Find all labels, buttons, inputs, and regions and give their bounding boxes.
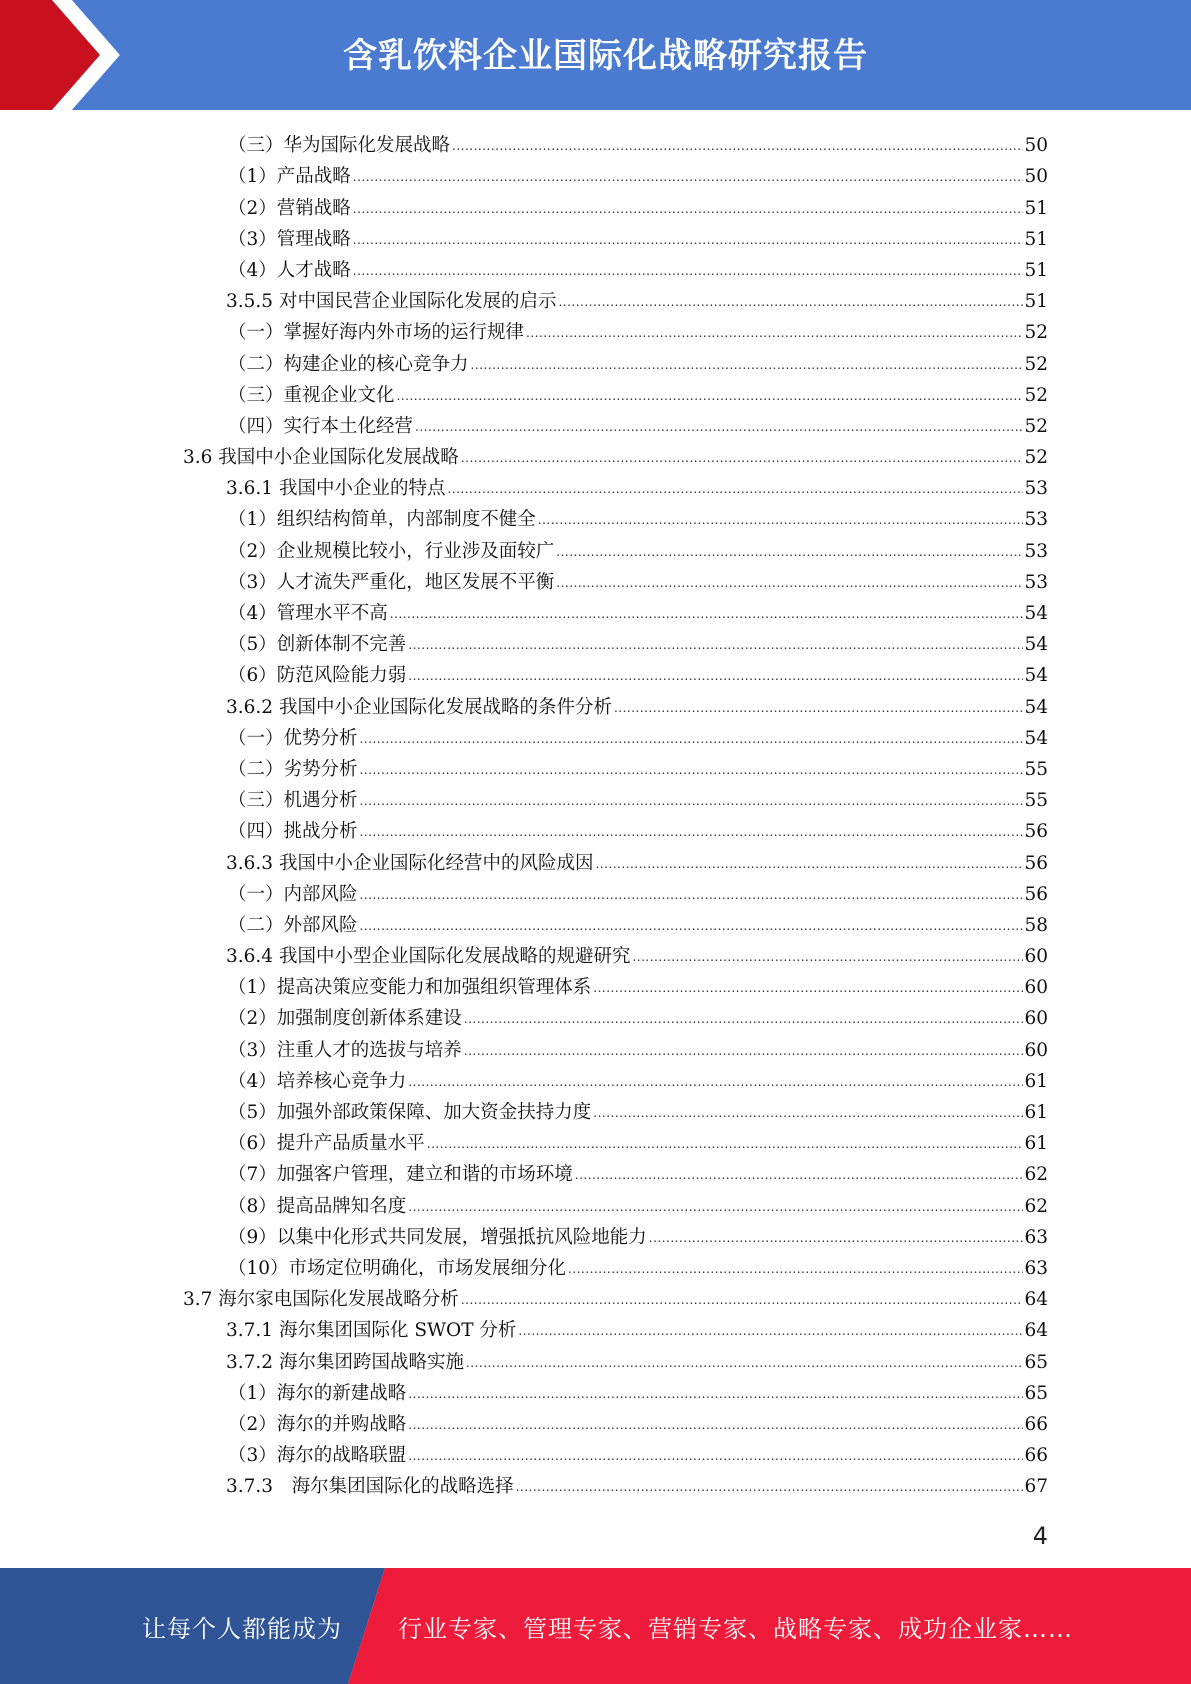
toc-entry-page: 54 <box>1024 727 1048 749</box>
toc-entry-title: （1）组织结构简单，内部制度不健全 <box>228 509 536 531</box>
toc-entry[interactable] <box>0 377 1191 408</box>
toc-entry[interactable] <box>0 314 1191 345</box>
toc-entry-page: 64 <box>1024 1320 1048 1342</box>
toc-dot-leader <box>353 170 1024 184</box>
toc-entry-page: 56 <box>1024 821 1048 843</box>
toc-dot-leader <box>575 1168 1024 1182</box>
toc-entry-page: 56 <box>1024 883 1048 905</box>
toc-dot-leader <box>568 1262 1023 1276</box>
toc-entry-page: 52 <box>1024 322 1048 344</box>
toc-dot-leader <box>408 1387 1023 1401</box>
toc-dot-leader <box>452 139 1023 153</box>
toc-entry-page: 60 <box>1024 977 1048 999</box>
toc-entry-page: 55 <box>1024 758 1048 780</box>
toc-entry-title: （二）构建企业的核心竞争力 <box>228 353 469 375</box>
toc-entry-page: 52 <box>1024 353 1048 375</box>
toc-dot-leader <box>471 358 1024 372</box>
toc-dot-leader <box>516 1480 1024 1494</box>
toc-dot-leader <box>558 295 1023 309</box>
toc-dot-leader <box>353 233 1024 247</box>
toc-dot-leader <box>415 420 1023 434</box>
report-title: 含乳饮料企业国际化战略研究报告 <box>343 35 868 76</box>
toc-entry[interactable] <box>0 720 1191 751</box>
toc-entry-title: （6）防范风险能力弱 <box>228 665 407 687</box>
toc-entry[interactable] <box>0 501 1191 532</box>
toc-entry-title: （二）劣势分析 <box>228 758 358 780</box>
toc-entry-title: （三）华为国际化发展战略 <box>228 135 451 157</box>
toc-entry-page: 60 <box>1024 946 1048 968</box>
toc-entry[interactable] <box>0 1094 1191 1125</box>
toc-entry-title: （8）提高品牌知名度 <box>228 1195 407 1217</box>
toc-entry[interactable] <box>0 626 1191 657</box>
toc-entry-title: （四）实行本土化经营 <box>228 415 414 437</box>
toc-dot-leader <box>556 545 1023 559</box>
toc-entry-page: 62 <box>1024 1195 1048 1217</box>
toc-dot-leader <box>427 1137 1024 1151</box>
toc-dot-leader <box>353 202 1024 216</box>
toc-entry[interactable] <box>0 1281 1191 1312</box>
toc-entry-page: 66 <box>1024 1445 1048 1467</box>
toc-entry[interactable] <box>0 938 1191 969</box>
toc-entry-title: （1）提高决策应变能力和加强组织管理体系 <box>228 977 592 999</box>
toc-entry-title: 3.7.3 海尔集团国际化的战略选择 <box>226 1476 514 1498</box>
toc-dot-leader <box>593 981 1023 995</box>
toc-entry-page: 61 <box>1024 1102 1048 1123</box>
toc-entry[interactable] <box>0 158 1191 189</box>
toc-entry-title: （一）掌握好海内外市场的运行规律 <box>228 322 525 344</box>
toc-dot-leader <box>461 451 1024 465</box>
toc-entry-title: （四）挑战分析 <box>228 821 358 843</box>
header-arrow-decoration <box>0 0 160 110</box>
toc-dot-leader <box>466 1356 1023 1370</box>
toc-entry-page: 51 <box>1024 228 1048 250</box>
toc-entry[interactable] <box>0 844 1191 875</box>
toc-entry-page: 58 <box>1024 914 1048 936</box>
toc-entry[interactable] <box>0 1375 1191 1406</box>
toc-dot-leader <box>464 1012 1024 1026</box>
toc-entry-page: 54 <box>1024 696 1048 718</box>
toc-entry-page: 63 <box>1024 1226 1048 1248</box>
toc-entry-title: （3）注重人才的选拔与培养 <box>228 1039 462 1061</box>
toc-entry[interactable] <box>0 127 1191 158</box>
toc-entry[interactable] <box>0 1063 1191 1094</box>
toc-entry-title: （2）营销战略 <box>228 197 351 219</box>
toc-entry-title: （三）重视企业文化 <box>228 384 395 406</box>
toc-entry-title: （3）管理战略 <box>228 228 351 250</box>
toc-entry[interactable] <box>0 1250 1191 1281</box>
toc-entry-title: （6）提升产品质量水平 <box>228 1133 425 1155</box>
toc-entry-page: 65 <box>1024 1351 1048 1373</box>
toc-entry-title: （4）培养核心竞争力 <box>228 1070 407 1092</box>
footer-slogan-right: 行业专家、管理专家、营销专家、战略专家、成功企业家…… <box>398 1614 1073 1643</box>
toc-entry-page: 55 <box>1024 790 1048 812</box>
toc-entry-title: （10）市场定位明确化，市场发展细分化 <box>228 1257 567 1279</box>
toc-entry-title: 3.6.3 我国中小企业国际化经营中的风险成因 <box>226 852 594 874</box>
toc-entry[interactable] <box>0 1468 1191 1499</box>
toc-entry-title: 3.6.1 我国中小企业的特点 <box>226 478 446 500</box>
toc-entry-title: （一）优势分析 <box>228 727 358 749</box>
toc-dot-leader <box>360 732 1024 746</box>
toc-entry-title: （1）海尔的新建战略 <box>228 1382 407 1404</box>
toc-entry[interactable] <box>0 1031 1191 1062</box>
toc-dot-leader <box>526 326 1023 340</box>
toc-entry-page: 60 <box>1024 1039 1048 1061</box>
toc-entry-page: 66 <box>1024 1413 1048 1435</box>
toc-entry-title: （2）企业规模比较小，行业涉及面较广 <box>228 540 555 562</box>
toc-entry-title: （5）加强外部政策保障、加大资金扶持力度 <box>228 1102 592 1123</box>
toc-entry[interactable] <box>0 439 1191 470</box>
toc-entry-page: 61 <box>1024 1070 1048 1092</box>
toc-entry-page: 65 <box>1024 1382 1048 1404</box>
toc-entry[interactable] <box>0 564 1191 595</box>
toc-dot-leader <box>397 389 1024 403</box>
toc-entry[interactable] <box>0 189 1191 220</box>
toc-entry-title: 3.6.2 我国中小企业国际化发展战略的条件分析 <box>226 696 612 718</box>
toc-entry-page: 56 <box>1024 852 1048 874</box>
toc-entry[interactable] <box>0 1187 1191 1218</box>
toc-entry-page: 61 <box>1024 1133 1048 1155</box>
toc-dot-leader <box>556 576 1023 590</box>
toc-entry[interactable] <box>0 751 1191 782</box>
toc-entry-title: 3.7.1 海尔集团国际化 SWOT 分析 <box>226 1320 517 1342</box>
toc-entry-page: 54 <box>1024 665 1048 687</box>
toc-entry-page: 62 <box>1024 1164 1048 1186</box>
toc-dot-leader <box>447 482 1023 496</box>
toc-entry-title: （9）以集中化形式共同发展，增强抵抗风险地能力 <box>228 1226 647 1248</box>
toc-entry-title: （3）人才流失严重化，地区发展不平衡 <box>228 571 555 593</box>
toc-dot-leader <box>593 1106 1023 1120</box>
toc-entry-page: 50 <box>1024 166 1048 188</box>
toc-entry-page: 50 <box>1024 135 1048 157</box>
toc-entry-page: 52 <box>1024 447 1048 469</box>
toc-entry-title: 3.6.4 我国中小型企业国际化发展战略的规避研究 <box>226 946 631 968</box>
toc-entry[interactable] <box>0 1156 1191 1187</box>
toc-entry-title: （7）加强客户管理，建立和谐的市场环境 <box>228 1164 573 1186</box>
toc-entry-title: （3）海尔的战略联盟 <box>228 1445 407 1467</box>
toc-entry[interactable] <box>0 813 1191 844</box>
toc-entry-page: 53 <box>1024 540 1048 562</box>
toc-dot-leader <box>353 264 1024 278</box>
toc-entry[interactable] <box>0 1000 1191 1031</box>
toc-entry-page: 63 <box>1024 1257 1048 1279</box>
toc-entry-page: 54 <box>1024 603 1048 624</box>
footer-banner <box>0 1568 1191 1684</box>
toc-dot-leader <box>408 669 1023 683</box>
toc-entry[interactable] <box>0 283 1191 314</box>
toc-entry[interactable] <box>0 782 1191 813</box>
toc-entry[interactable] <box>0 1343 1191 1374</box>
toc-dot-leader <box>595 857 1023 871</box>
toc-entry[interactable] <box>0 1437 1191 1468</box>
toc-entry[interactable] <box>0 408 1191 439</box>
toc-entry[interactable] <box>0 1312 1191 1343</box>
toc-entry-title: 3.6 我国中小企业国际化发展战略 <box>183 447 459 469</box>
toc-entry-title: （4）管理水平不高 <box>228 603 388 624</box>
toc-entry-page: 52 <box>1024 384 1048 406</box>
toc-dot-leader <box>632 950 1023 964</box>
toc-entry[interactable] <box>0 688 1191 719</box>
toc-entry[interactable] <box>0 595 1191 626</box>
toc-entry-title: （三）机遇分析 <box>228 790 358 812</box>
toc-dot-leader <box>408 1200 1023 1214</box>
toc-dot-leader <box>360 919 1024 933</box>
toc-dot-leader <box>360 763 1024 777</box>
toc-entry-title: （2）海尔的并购战略 <box>228 1413 407 1435</box>
toc-entry[interactable] <box>0 969 1191 1000</box>
toc-entry[interactable] <box>0 221 1191 252</box>
toc-dot-leader <box>461 1293 1024 1307</box>
toc-entry-title: （一）内部风险 <box>228 883 358 905</box>
toc-entry-page: 53 <box>1024 478 1048 500</box>
toc-dot-leader <box>360 825 1024 839</box>
toc-entry-page: 51 <box>1024 291 1048 313</box>
toc-entry-title: （2）加强制度创新体系建设 <box>228 1008 462 1030</box>
toc-entry-page: 51 <box>1024 259 1048 281</box>
toc-entry[interactable] <box>0 657 1191 688</box>
toc-entry-title: 3.5.5 对中国民营企业国际化发展的启示 <box>226 291 557 313</box>
table-of-contents <box>0 127 1191 1499</box>
footer-slogan-left: 让每个人都能成为 <box>142 1614 342 1643</box>
toc-entry-page: 52 <box>1024 415 1048 437</box>
toc-dot-leader <box>360 794 1024 808</box>
toc-entry-page: 64 <box>1024 1289 1048 1311</box>
toc-entry[interactable] <box>0 1406 1191 1437</box>
toc-entry-title: （5）创新体制不完善 <box>228 634 407 656</box>
page-number: 4 <box>1032 1522 1048 1550</box>
toc-entry[interactable] <box>0 532 1191 563</box>
toc-dot-leader <box>518 1324 1023 1338</box>
toc-entry-page: 51 <box>1024 197 1048 219</box>
report-header <box>0 0 1191 110</box>
toc-entry[interactable] <box>0 1125 1191 1156</box>
toc-dot-leader <box>408 1449 1023 1463</box>
toc-dot-leader <box>614 701 1023 715</box>
toc-dot-leader <box>408 1418 1023 1432</box>
toc-entry-title: （二）外部风险 <box>228 914 358 936</box>
toc-entry-title: 3.7.2 海尔集团跨国战略实施 <box>226 1351 464 1373</box>
toc-entry-title: （1）产品战略 <box>228 166 351 188</box>
toc-entry-page: 53 <box>1024 509 1048 531</box>
toc-entry-page: 54 <box>1024 634 1048 656</box>
toc-entry-page: 60 <box>1024 1008 1048 1030</box>
toc-entry-page: 53 <box>1024 571 1048 593</box>
toc-dot-leader <box>408 638 1023 652</box>
toc-entry[interactable] <box>0 876 1191 907</box>
toc-entry-title: （4）人才战略 <box>228 259 351 281</box>
toc-dot-leader <box>360 888 1024 902</box>
toc-dot-leader <box>390 607 1024 621</box>
toc-dot-leader <box>538 513 1024 527</box>
toc-entry[interactable] <box>0 1219 1191 1250</box>
toc-dot-leader <box>464 1044 1024 1058</box>
toc-entry-page: 67 <box>1024 1476 1048 1498</box>
toc-dot-leader <box>408 1075 1023 1089</box>
toc-entry[interactable] <box>0 345 1191 376</box>
toc-entry-title: 3.7 海尔家电国际化发展战略分析 <box>183 1289 459 1311</box>
toc-entry[interactable] <box>0 252 1191 283</box>
toc-dot-leader <box>649 1231 1024 1245</box>
toc-entry[interactable] <box>0 470 1191 501</box>
toc-entry[interactable] <box>0 907 1191 938</box>
